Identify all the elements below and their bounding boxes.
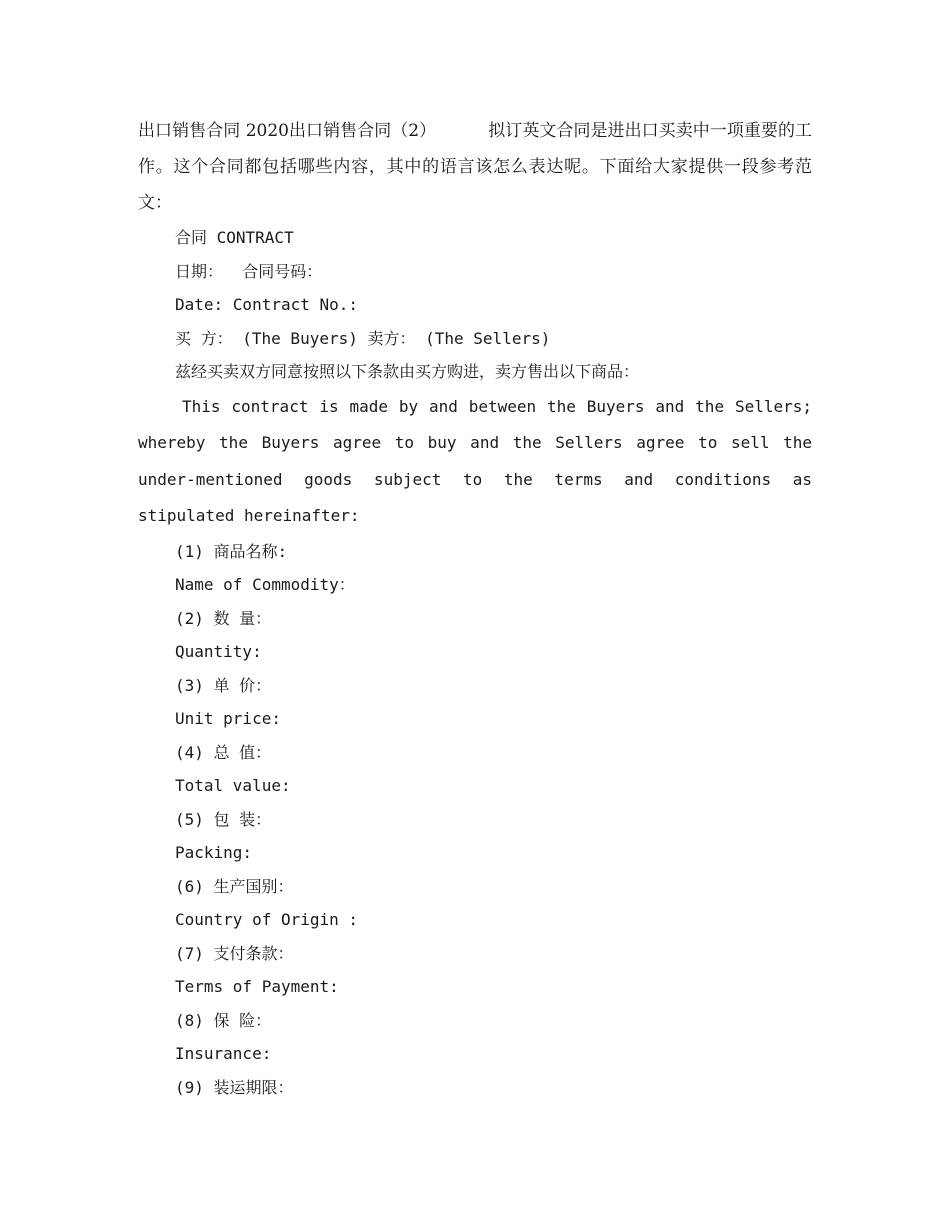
document-content [138,113,812,1104]
clause-2-cn: (2) 数 量： [175,608,272,628]
intro-paragraph [138,113,812,221]
clause-1-cn: (1) 商品名称: [175,541,288,561]
clause-2-en: Quantity: [175,642,262,661]
clause-3-cn: (3) 单 价： [175,675,272,695]
clause-8-cn: (8) 保 险： [175,1010,272,1030]
clause-6-en: Country of Origin : [175,910,359,929]
clause-6-cn: (6) 生产国别： [175,876,294,896]
clause-7-en: Terms of Payment: [175,977,339,996]
clause-9-cn: (9) 装运期限： [175,1077,294,1097]
date-line-cn: 日期： 合同号码： [175,261,323,281]
agreement-cn: 兹经买卖双方同意按照以下条款由买方购进，卖方售出以下商品： [175,362,640,381]
agreement-en: This contract is made by and between the Buyers and the Sellers; whereby the Buyers agree to buy and the Sellers agree to sell the under-mentioned goods subject to the terms and conditions as stipulated hereinafter: [138,396,812,525]
clause-4-cn: (4) 总 值： [175,742,272,762]
contract-heading: 合同 CONTRACT [175,228,294,247]
clause-7-cn: (7) 支付条款： [175,943,294,963]
document-title: 出口销售合同 2020出口销售合同（2） [138,121,437,141]
parties-line: 买 方： (The Buyers) 卖方： (The Sellers) [175,328,551,348]
clause-1-en: Name of Commodity： [175,575,355,594]
clause-3-en: Unit price: [175,709,281,728]
clause-5-cn: (5) 包 装： [175,809,272,829]
intro-text: 拟订英文合同是进出口买卖中一项重要的工作。这个合同都包括哪些内容，其中的语言该怎么表达呢。下面给大家提供一段参考范文： [138,121,813,213]
clause-8-en: Insurance: [175,1044,272,1063]
clause-4-en: Total value: [175,776,291,795]
clause-5-en: Packing: [175,843,253,862]
date-line-en: Date: Contract No.: [175,295,359,314]
